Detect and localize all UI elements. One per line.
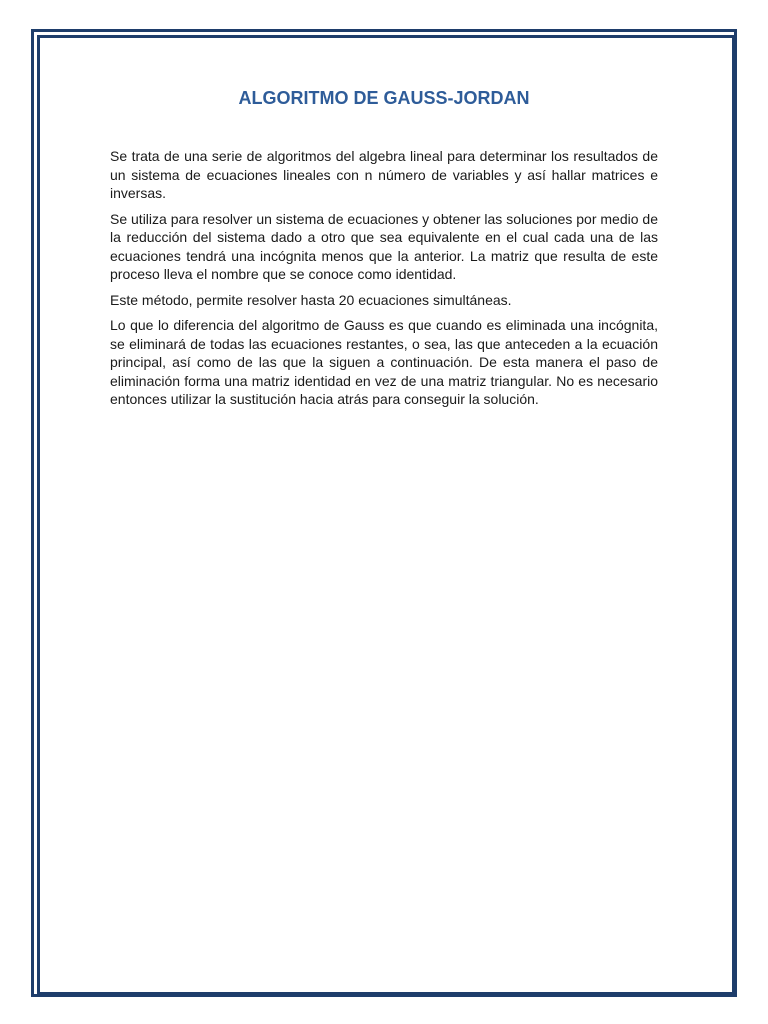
document-title: ALGORITMO DE GAUSS-JORDAN: [238, 88, 530, 108]
document-content: [110, 86, 658, 416]
document-body: [110, 147, 658, 409]
paragraph-capacity: Este método, permite resolver hasta 20 ecuaciones simultáneas.: [110, 291, 512, 308]
paragraph-definition: Se trata de una serie de algoritmos del algebra lineal para determinar los resultados de un sistema de ecuaciones lineales con n número de variables y así hallar matrices e inversas.: [110, 148, 658, 201]
paragraph-usage: Se utiliza para resolver un sistema de ecuaciones y obtener las soluciones por medio de la reducción del sistema dado a otro que sea equivalente en el cual cada una de las ecuaciones tendrá una incógnita menos que la anterior. La matriz que resulta de este proceso lleva el nombre que se conoce como identidad.: [110, 210, 658, 282]
paragraph-difference: Lo que lo diferencia del algoritmo de Gauss es que cuando es eliminada una incógnita, se eliminará de todas las ecuaciones restantes, o sea, las que anteceden a la ecuación principal, así como de las que la siguen a continuación. De esta manera el paso de eliminación forma una matriz identidad en vez de una matriz triangular. No es necesario entonces utilizar la sustitución hacia atrás para conseguir la solución.: [110, 317, 658, 407]
